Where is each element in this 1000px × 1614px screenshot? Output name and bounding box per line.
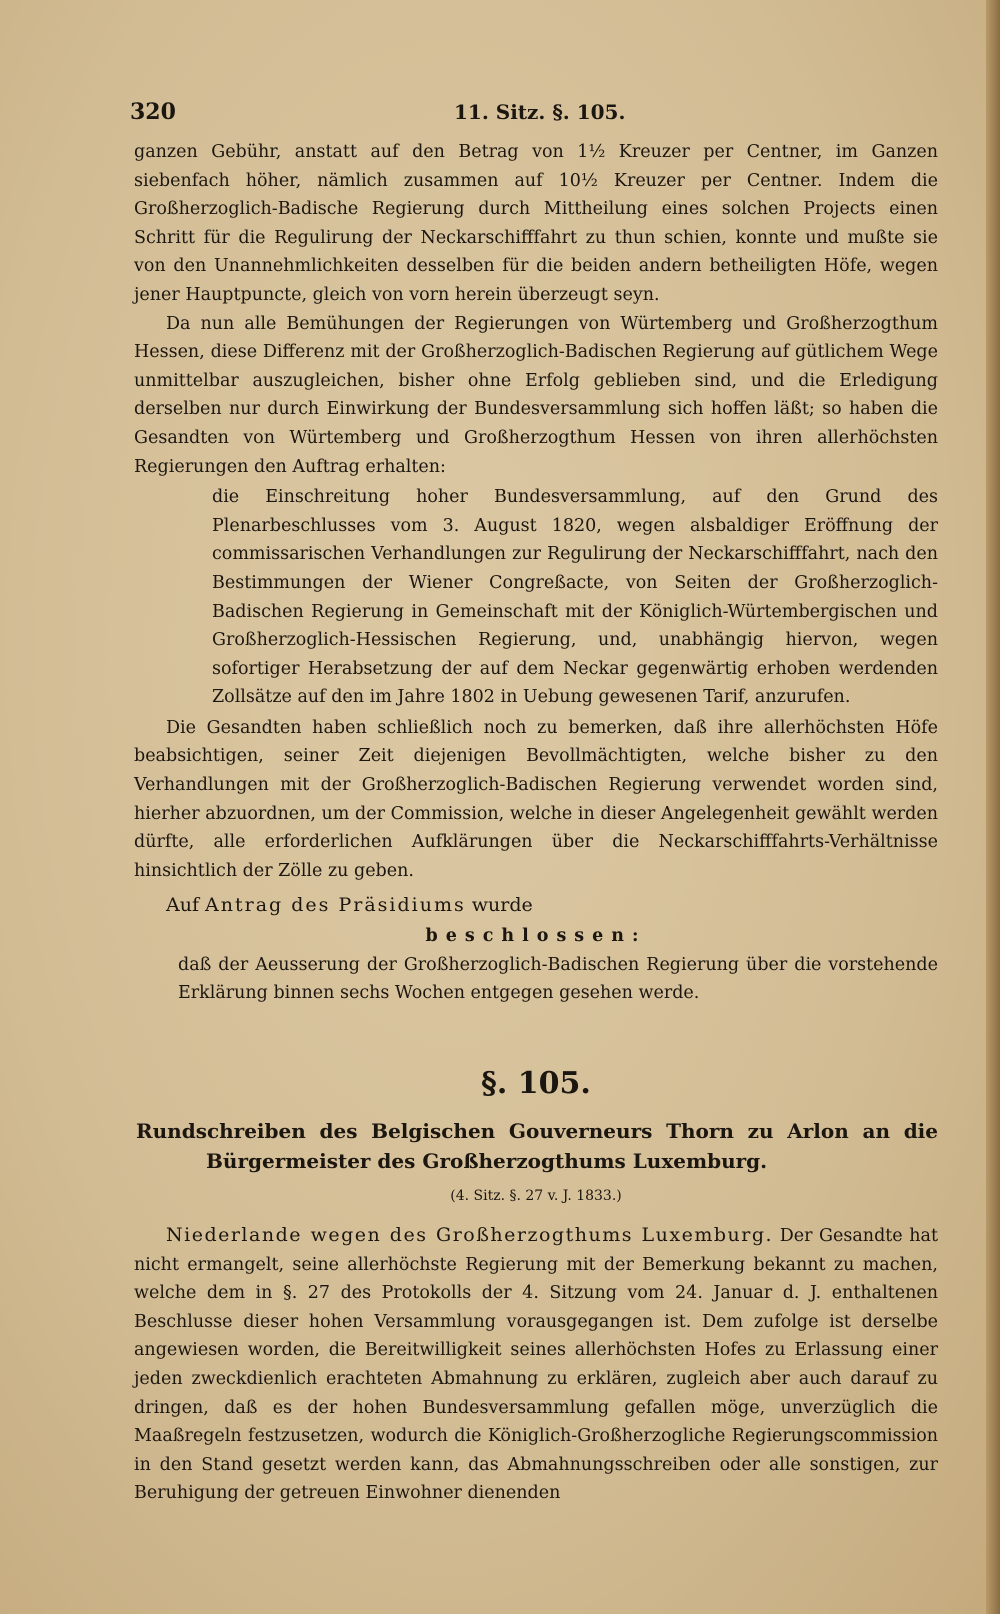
decision-intro-suffix: wurde [471,894,533,917]
page-number: 320 [130,99,176,125]
decision-text: daß der Aeusserung der Großherzoglich-Badischen Regierung über die vorstehende Erklärung binnen sechs Wochen entgegen gesehen werde. [178,954,938,1004]
paragraph-continuation: ganzen Gebühr, anstatt auf den Betrag von 1½ Kreuzer per Centner, im Ganzen siebenfach höher, nämlich zusammen auf 10½ Kreuzer per Centner. Indem die Großherzoglich-Badische Regierung durch Mittheilung eines solchen Projects einen Schritt für die Regulirung der Neckarschifffahrt zu thun schien, konnte und mußte sie von den Unannehmlichkeiten desselben für die beiden andern betheiligten Höfe, wegen jener Hauptpuncte, gleich von vorn herein überzeugt seyn. [134,142,938,305]
section-paragraph-text: Der Gesandte hat nicht ermangelt, seine allerhöchste Regierung mit der Bemerkung bekannt zu machen, welche dem in §. 27 des Protokolls der 4. Sitzung vom 24. Januar d. J. enthaltenen Beschlusse dieser hohen Versammlung vorausgegangen ist. Dem zufolge ist derselbe angewiesen worden, die Bereitwilligkeit seines allerhöchsten Hofes zu Erlassung einer jeden zweckdienlich erachteten Abmahnung zu erklären, zugleich aber auch darauf zu dringen, daß es der hohen Bundesversammlung gefallen möge, unverzüglich die Maaßregeln festzusetzen, wodurch die Königlich-Großherzogliche Regierungscommission in den Stand gesetzt werden kann, das Abmahnungsschreiben oder alle sonstigen, zur Beruhigung der getreuen Einwohner dienenden [134,1226,938,1504]
country-heading: Niederlande wegen des Großherzogthums Luxemburg. [166,1224,774,1246]
resolved-heading: beschlossen: [425,926,647,947]
section-title: Rundschreiben des Belgischen Gouverneurs Thorn zu Arlon an die Bürgermeister des Großherzogthums Luxemburg. [136,1119,938,1174]
section-paragraph [134,1221,938,1508]
running-title: 11. Sitz. §. 105. [454,100,626,124]
paragraph-efforts: Da nun alle Bemühungen der Regierungen von Würtemberg und Großherzogthum Hessen, diese Differenz mit der Großherzoglich-Badischen Regierung auf gütlichem Wege unmittelbar auszugleichen, bisher ohne Erfolg geblieben sind, und die Erledigung derselben nur durch Einwirkung der Bundesversammlung sich hoffen läßt; so haben die Gesandten von Würtemberg und Großherzogthum Hessen von ihren allerhöchsten Regierungen den Auftrag erhalten: [134,313,938,477]
decision-intro-motion: Antrag des Präsidiums [205,894,466,917]
decision-intro-prefix: Auf [166,894,199,917]
decision-intro [134,891,938,920]
motion-text: die Einschreitung hoher Bundesversammlung, auf den Grund des Plenarbeschlusses vom 3. August 1820, wegen alsbaldiger Eröffnung der commissarischen Verhandlungen zur Regulirung der Neckarschifffahrt, nach den Bestimmungen der Wiener Congreßacte, von Seiten der Großherzoglich-Badischen Regierung in Gemeinschaft mit der Königlich-Würtembergischen und Großherzoglich-Hessischen Regierung, und, unabhängig hiervon, wegen sofortiger Herabsetzung der auf dem Neckar gegenwärtig erhoben werdenden Zollsätze auf den im Jahre 1802 in Uebung gewesenen Tarif, anzurufen. [212,487,938,708]
page-edge [986,0,1000,1614]
section-number: §. 105. [481,1065,591,1101]
page-content [130,98,938,1508]
section-citation: (4. Sitz. §. 27 v. J. 1833.) [450,1188,622,1205]
running-head [130,98,938,138]
paragraph-closing-remark: Die Gesandten haben schließlich noch zu bemerken, daß ihre allerhöchsten Höfe beabsichtigen, seiner Zeit diejenigen Bevollmächtigten, welche bisher zu den Verhandlungen mit der Großherzoglich-Badischen Regierung verwendet worden sind, hierher abzuordnen, um der Commission, welche in dieser Angelegenheit gewählt werden dürfte, alle erforderlichen Aufklärungen über die Neckarschifffahrts-Verhältnisse hinsichtlich der Zölle zu geben. [134,717,938,881]
